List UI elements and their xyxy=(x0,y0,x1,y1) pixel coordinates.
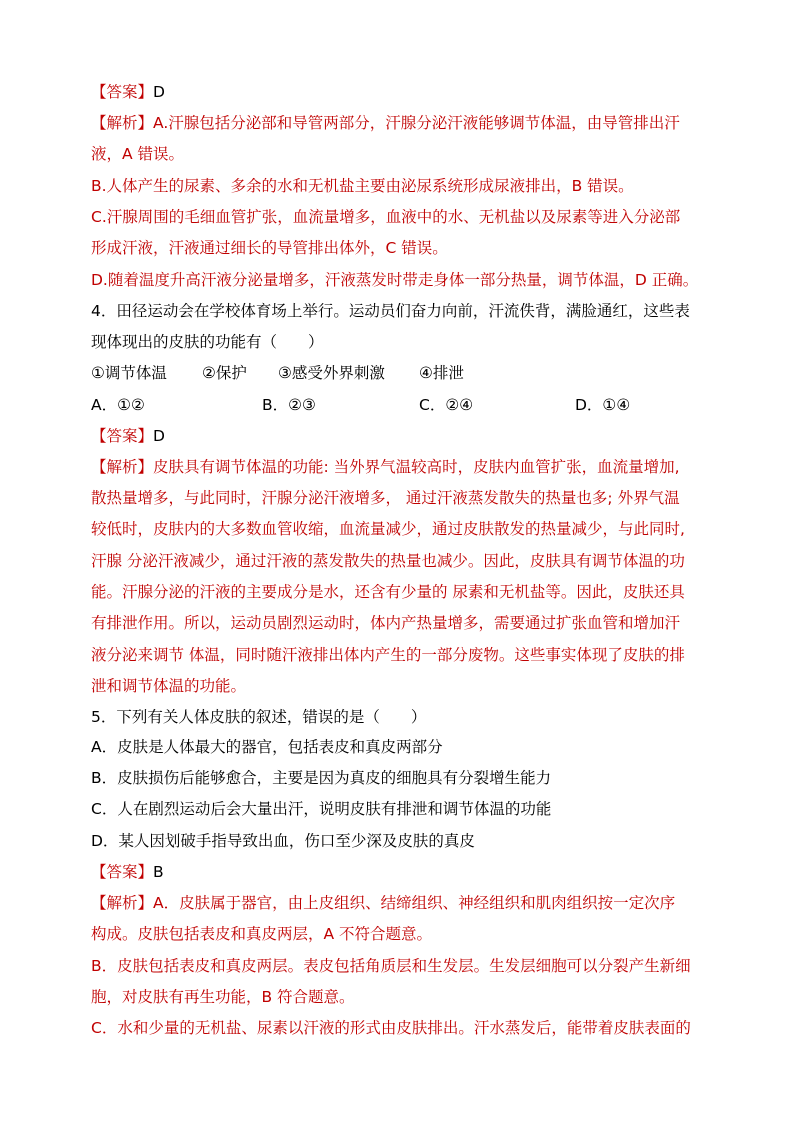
q4-option-d: D．①④ xyxy=(575,396,631,414)
q3-analysis-line: 液，A 错误。 xyxy=(91,145,185,163)
q4-item: ④排泄 xyxy=(419,364,464,382)
q3-analysis-line: D.随着温度升高汗液分泌量增多，汗液蒸发时带走身体一部分热量，调节体温，D 正确。 xyxy=(91,271,699,289)
q3-answer xyxy=(91,82,165,102)
answer-value: D xyxy=(153,83,165,101)
analysis-text: A．皮肤属于器官，由上皮组织、结缔组织、神经组织和肌肉组织按一定次序 xyxy=(153,894,676,912)
q5-option-b: B．皮肤损伤后能够愈合，主要是因为真皮的细胞具有分裂增生能力 xyxy=(91,769,552,787)
answer-value: B xyxy=(153,863,164,881)
q4-analysis-line: 泄和调节体温的功能。 xyxy=(91,677,247,695)
q4-answer xyxy=(91,426,165,446)
q3-analysis-line: B.人体产生的尿素、多余的水和无机盐主要由泌尿系统形成尿液排出，B 错误。 xyxy=(91,177,634,195)
q3-analysis-line: C.汗腺周围的毛细血管扩张，血流量增多，血液中的水、无机盐以及尿素等进入分泌部 xyxy=(91,208,681,226)
q4-stem-line: 现体现出的皮肤的功能有（ ） xyxy=(91,333,324,351)
answer-tag: 【答案】 xyxy=(91,427,154,445)
analysis-text: A.汗腺包括分泌部和导管两部分，汗腺分泌汗液能够调节体温，由导管排出汗 xyxy=(153,114,680,132)
q5-analysis-line: 构成。皮肤包括表皮和真皮两层，A 不符合题意。 xyxy=(91,925,433,943)
q5-option-d: D．某人因划破手指导致出血，伤口至少深及皮肤的真皮 xyxy=(91,832,475,850)
q4-analysis-line: 能。汗腺分泌的汗液的主要成分是水，还含有少量的 尿素和无机盐等。因此，皮肤还具 xyxy=(91,583,685,601)
q4-option-c: C．②④ xyxy=(419,396,474,414)
analysis-text: 皮肤具有调节体温的功能: 当外界气温较高时，皮肤内血管扩张，血流量增加, xyxy=(153,458,680,476)
answer-value: D xyxy=(153,427,165,445)
q4-analysis-line: 散热量增多，与此同时，汗腺分泌汗液增多， 通过汗液蒸发散失的热量也多; 外界气温 xyxy=(91,489,680,507)
q4-analysis-line: 汗腺 分泌汗液减少，通过汗液的蒸发散失的热量也减少。因此，皮肤具有调节体温的功 xyxy=(91,552,685,570)
analysis-tag: 【解析】 xyxy=(91,114,154,132)
answer-tag: 【答案】 xyxy=(91,863,154,881)
q4-stem-line: 4．田径运动会在学校体育场上举行。运动员们奋力向前，汗流佚背，满脸通红，这些表 xyxy=(91,302,690,320)
q5-analysis-line: C．水和少量的无机盐、尿素以汗液的形式由皮肤排出。汗水蒸发后，能带着皮肤表面的 xyxy=(91,1019,691,1037)
analysis-tag: 【解析】 xyxy=(91,458,154,476)
q4-analysis-line: 液分泌来调节 体温，同时随汗液排出体内产生的一部分废物。这些事实体现了皮肤的排 xyxy=(91,646,685,664)
q3-analysis-line: 形成汗液，汗液通过细长的导管排出体外，C 错误。 xyxy=(91,239,448,257)
q5-analysis-line: B．皮肤包括表皮和真皮两层。表皮包括角质层和生发层。生发层细胞可以分裂产生新细 xyxy=(91,957,691,975)
answer-tag: 【答案】 xyxy=(91,83,154,101)
q4-analysis-line: 有排泄作用。所以，运动员剧烈运动时，体内产热量增多，需要通过扩张血管和增加汗 xyxy=(91,614,681,632)
q4-item: ③感受外界刺激 xyxy=(278,364,385,382)
q5-option-a: A．皮肤是人体最大的器官，包括表皮和真皮两部分 xyxy=(91,738,443,756)
q4-analysis-line: 较低时，皮肤内的大多数血管收缩，血流量减少，通过皮肤散发的热量减少，与此同时, xyxy=(91,520,685,538)
q5-analysis-line: 胞，对皮肤有再生功能，B 符合题意。 xyxy=(91,988,355,1006)
q5-answer xyxy=(91,862,164,882)
q3-analysis-line xyxy=(91,113,680,133)
q4-item: ①调节体温 xyxy=(91,364,167,382)
q5-analysis-line xyxy=(91,893,675,913)
q4-option-a: A．①② xyxy=(91,396,145,414)
analysis-tag: 【解析】 xyxy=(91,894,154,912)
q5-option-c: C．人在剧烈运动后会大量出汗，说明皮肤有排泄和调节体温的功能 xyxy=(91,800,552,818)
q4-item: ②保护 xyxy=(202,364,247,382)
q4-analysis-line xyxy=(91,457,680,477)
q5-stem: 5．下列有关人体皮肤的叙述，错误的是（ ） xyxy=(91,708,427,726)
q4-option-b: B．②③ xyxy=(262,396,316,414)
